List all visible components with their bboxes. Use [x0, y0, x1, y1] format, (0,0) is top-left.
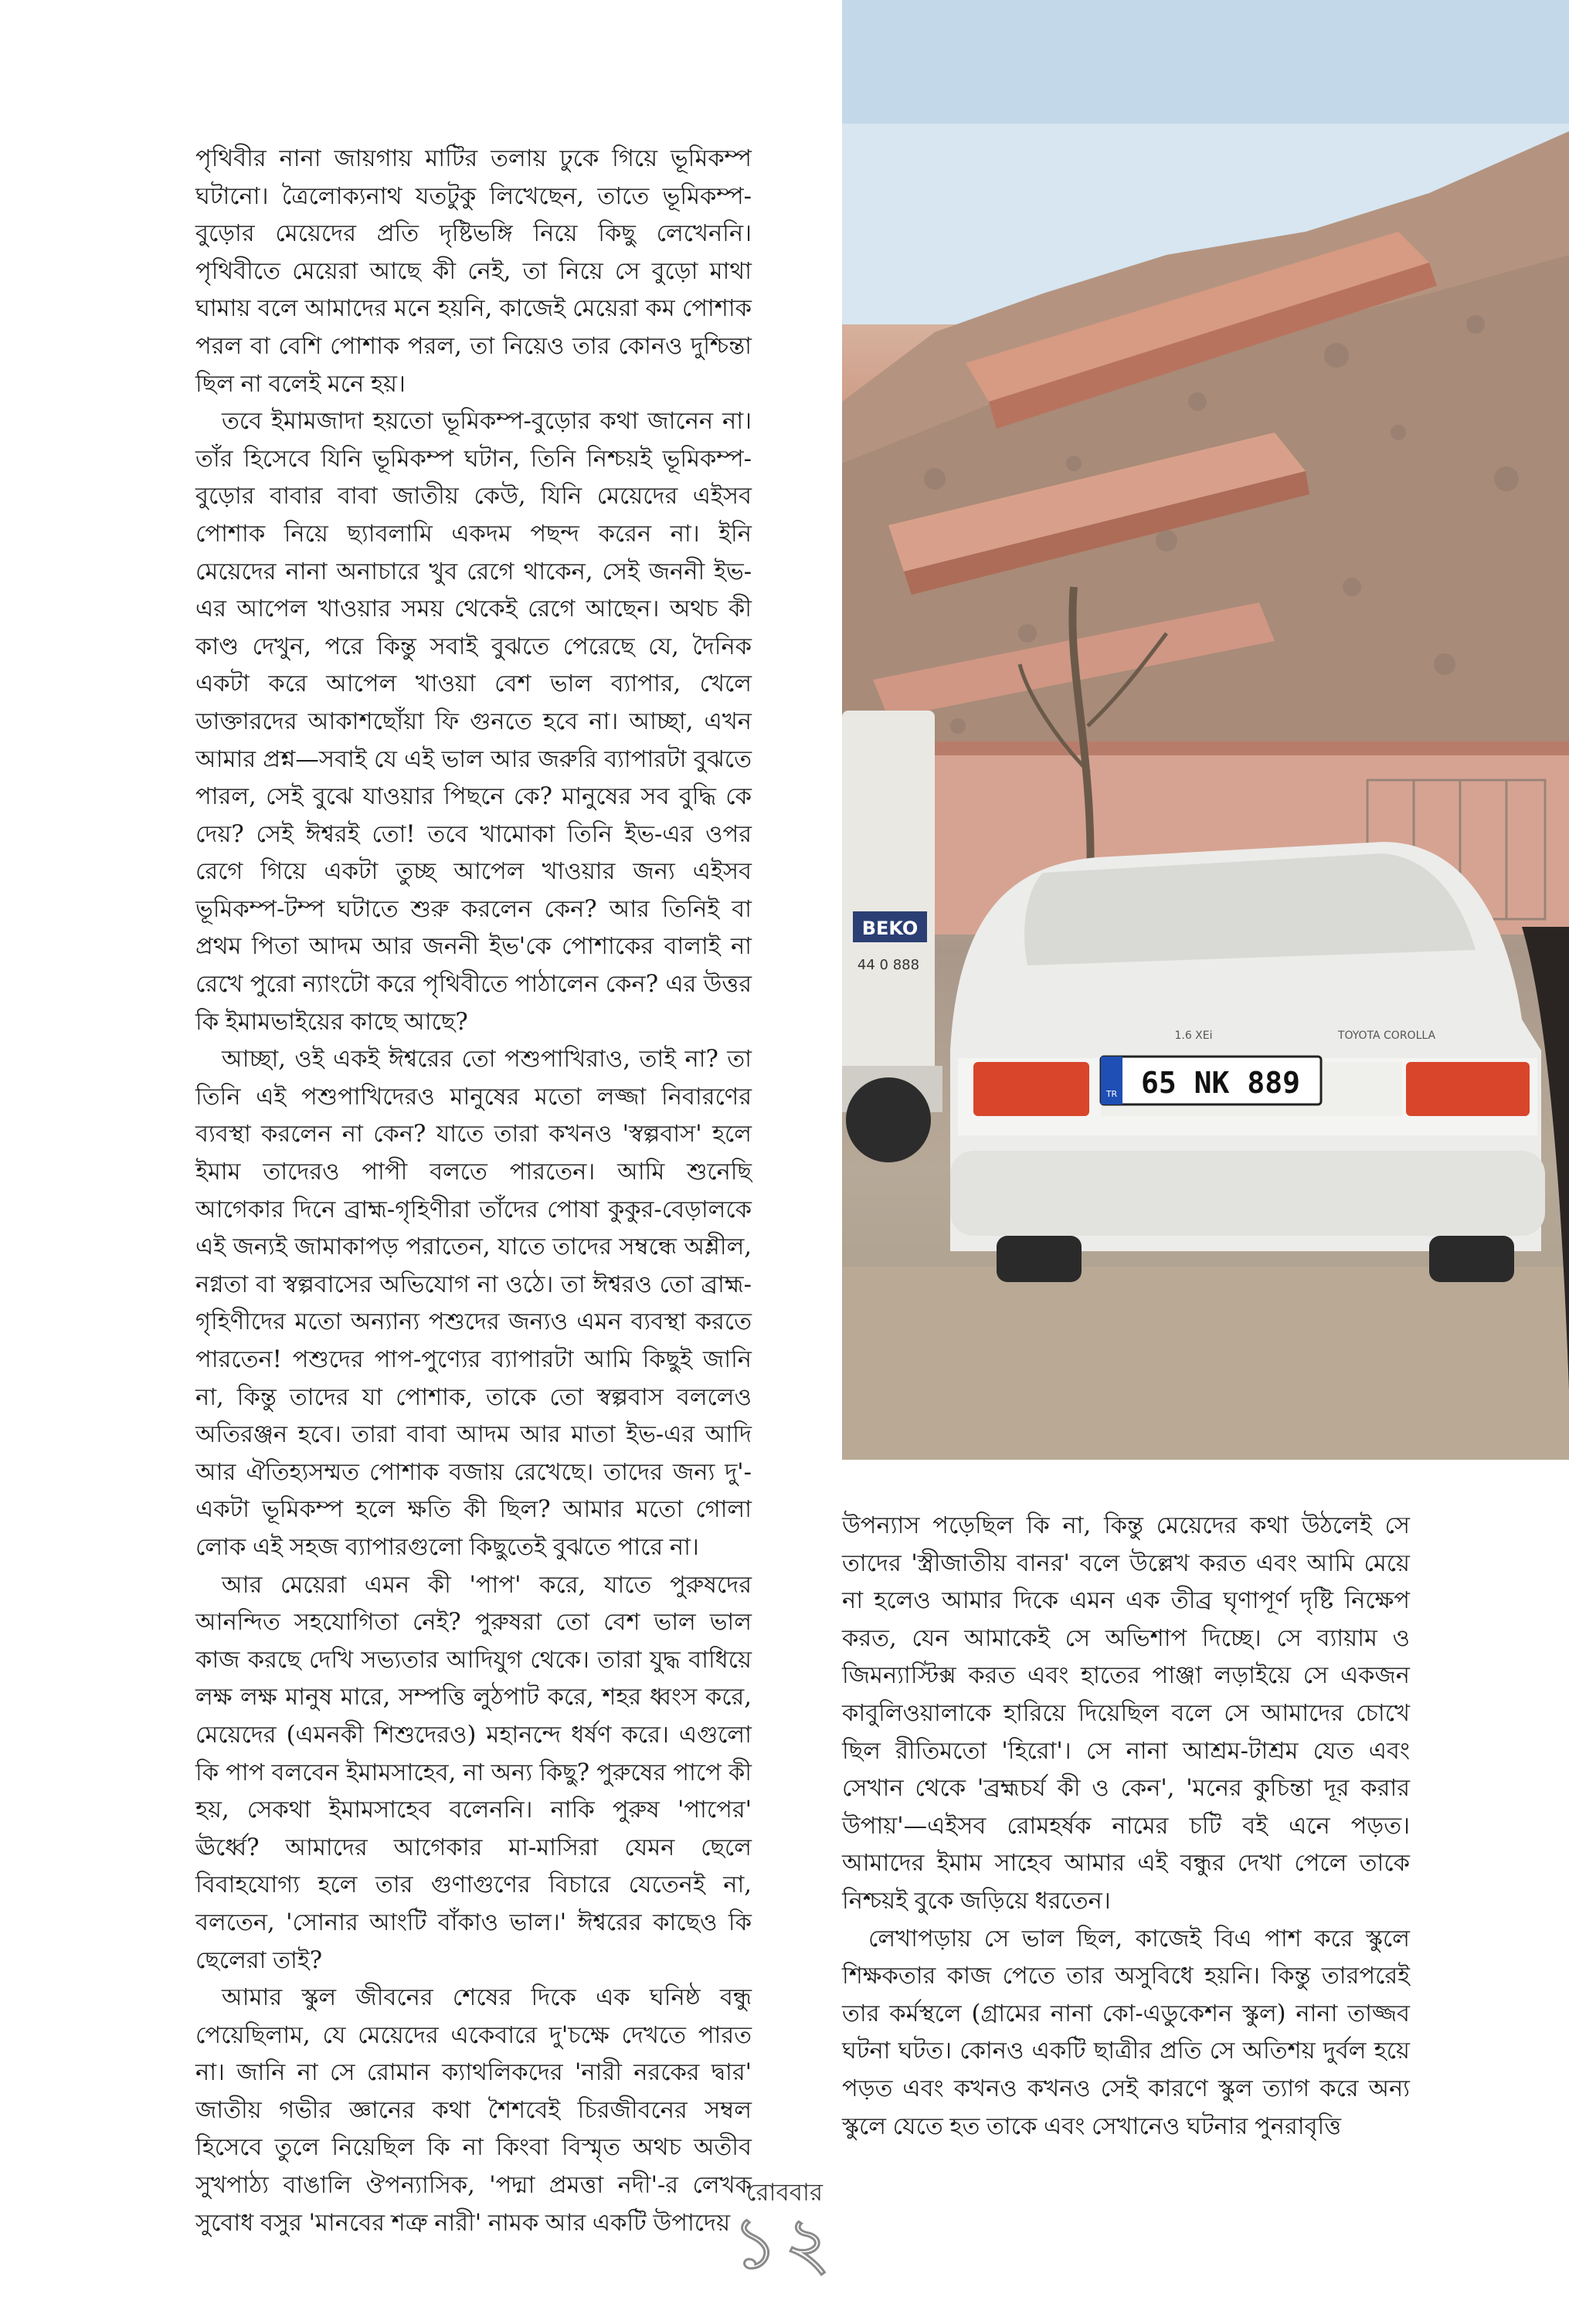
- paragraph: লেখাপড়ায় সে ভাল ছিল, কাজেই বিএ পাশ করে স্কুলে শিক্ষকতার কাজ পেতে তার অসুবিধে হয়নি। কিন্তু তারপরেই তার কর্মস্থলে (গ্রামের নানা কো-এডুকেশন স্কুল) নানা তাজ্জব ঘটনা ঘটত। কোনও একটি ছাত্রীর প্রতি সে অতিশয় দুর্বল হয়ে পড়ত এবং কখনও কখনও সেই কারণে স্কুল ত্যাগ করে অন্য স্কুলে যেতে হত তাকে এবং সেখানেও ঘটনার পুনরাবৃত্তি: [842, 1925, 1410, 2140]
- left-text-column: [195, 141, 752, 2242]
- magazine-name: রোববার: [745, 2179, 824, 2207]
- truck-brand: BEKO: [861, 918, 919, 939]
- car-badge: 1.6 XEi: [1174, 1030, 1213, 1042]
- license-plate: 65 NK 889: [1141, 1066, 1300, 1100]
- paragraph: আচ্ছা, ওই একই ঈশ্বরের তো পশুপাখিরাও, তাই না? তা তিনি এই পশুপাখিদেরও মানুষের মতো লজ্জা নিবারণের ব্যবস্থা করলেন না কেন? যাতে তারা কখনও 'স্বল্পবাস' হলে ইমাম তাদেরও পাপী বলতে পারতেন। আমি শুনেছি আগেকার দিনে ব্রাহ্ম-গৃহিণীরা তাঁদের পোষা কুকুর-বেড়ালকে এই জন্যই জামাকাপড় পরাতেন, যাতে তাদের সম্বন্ধে অশ্লীল, নগ্নতা বা স্বল্পবাসের অভিযোগ না ওঠে। তা ঈশ্বরও তো ব্রাহ্ম-গৃহিণীদের মতো অন্যান্য পশুদের জন্যও এমন ব্যবস্থা করতে পারতেন! পশুদের পাপ-পুণ্যের ব্যাপারটা আমি কিছুই জানি না, কিন্তু তাদের যা পোশাক, তাকে তো স্বল্পবাস বললেও অতিরঞ্জন হবে। তারা বাবা আদম আর মাতা ইভ-এর আদি আর ঐতিহ্যসম্মত পোশাক বজায় রেখেছে। তাদের জন্য দু'-একটা ভূমিকম্প হলে ক্ষতি কী ছিল? আমার মতো গোলা লোক এই সহজ ব্যাপারগুলো কিছুতেই বুঝতে পারে না।: [195, 1046, 752, 1561]
- paragraph: তবে ইমামজাদা হয়তো ভূমিকম্প-বুড়োর কথা জানেন না। তাঁর হিসেবে যিনি ভূমিকম্প ঘটান, তিনি নিশ্চয়ই ভূমিকম্প-বুড়োর বাবার বাবা জাতীয় কেউ, যিনি মেয়েদের এইসব পোশাক নিয়ে ছ্যাবলামি একদম পছন্দ করেন না। ইনি মেয়েদের নানা অনাচারে খুব রেগে থাকেন, সেই জননী ইভ-এর আপেল খাওয়ার সময় থেকেই রেগে আছেন। অথচ কী কাণ্ড দেখুন, পরে কিন্তু সবাই বুঝতে পেরেছে যে, দৈনিক একটা করে আপেল খাওয়া বেশ ভাল ব্যাপার, খেলে ডাক্তারদের আকাশছোঁয়া ফি গুনতে হবে না। আচ্ছা, এখন আমার প্রশ্ন—সবাই যে এই ভাল আর জরুরি ব্যাপারটা বুঝতে পারল, সেই বুঝে যাওয়ার পিছনে কে? মানুষের সব বুদ্ধি কে দেয়? সেই ঈশ্বরই তো! তবে খামোকা তিনি ইভ-এর ওপর রেগে গিয়ে একটা তুচ্ছ আপেল খাওয়ার জন্য এইসব ভূমিকম্প-টম্প ঘটাতে শুরু করলেন কেন? আর তিনিই বা প্রথম পিতা আদম আর জননী ইভ'কে পোশাকের বালাই না রেখে পুরো ন্যাংটো করে পৃথিবীতে পাঠালেন কেন? এর উত্তর কি ইমামভাইয়ের কাছে আছে?: [195, 408, 752, 1036]
- paragraph: আমার স্কুল জীবনের শেষের দিকে এক ঘনিষ্ঠ বন্ধু পেয়েছিলাম, যে মেয়েদের একেবারে দু'চক্ষে দেখতে পারত না। জানি না সে রোমান ক্যাথলিকদের 'নারী নরকের দ্বার' জাতীয় গভীর জ্ঞানের কথা শৈশবেই চিরজীবনের সম্বল হিসেবে তুলে নিয়েছিল কি না কিংবা বিস্মৃত অথচ অতীব সুখপাঠ্য বাঙালি ঔপন্যাসিক, 'পদ্মা প্রমত্তা নদী'-র লেখক সুবোধ বসুর 'মানবের শত্রু নারী' নামক আর একটি উপাদেয়: [195, 1984, 752, 2237]
- car-model: TOYOTA COROLLA: [1337, 1030, 1436, 1042]
- truck-number: 44 0 888: [857, 957, 920, 973]
- page-number: ১২: [732, 2202, 837, 2285]
- paragraph: আর মেয়েরা এমন কী 'পাপ' করে, যাতে পুরুষদের আনন্দিত সহযোগিতা নেই? পুরুষরা তো বেশ ভাল ভাল কাজ করছে দেখি সভ্যতার আদিযুগ থেকে। তারা যুদ্ধ বাধিয়ে লক্ষ লক্ষ মানুষ মারে, সম্পত্তি লুঠপাট করে, শহর ধ্বংস করে, মেয়েদের (এমনকী শিশুদেরও) মহানন্দে ধর্ষণ করে। এগুলো কি পাপ বলবেন ইমামসাহেব, না অন্য কিছু? পুরুষের পাপে কী হয়, সেকথা ইমামসাহেব বলেননি। নাকি পুরুষ 'পাপের' ঊর্ধ্বে? আমাদের আগেকার মা-মাসিরা যেমন ছেলে বিবাহযোগ্য হলে তার গুণাগুণের বিচারে যেতেনই না, বলতেন, 'সোনার আংটি বাঁকাও ভাল।' ঈশ্বরের কাছেও কি ছেলেরা তাই?: [195, 1571, 752, 1974]
- paragraph: পৃথিবীর নানা জায়গায় মাটির তলায় ঢুকে গিয়ে ভূমিকম্প ঘটানো। ত্রৈলোক্যনাথ যতটুকু লিখেছেন, তাতে ভূমিকম্প-বুড়োর মেয়েদের প্রতি দৃষ্টিভঙ্গি নিয়ে কিছু লেখেননি। পৃথিবীতে মেয়েরা আছে কী নেই, তা নিয়ে সে বুড়ো মাথা ঘামায় বলে আমাদের মনে হয়নি, কাজেই মেয়েরা কম পোশাক পরল বা বেশি পোশাক পরল, তা নিয়েও তার কোনও দুশ্চিন্তা ছিল না বলেই মনে হয়।: [195, 145, 752, 398]
- plate-country: TR: [1105, 1089, 1118, 1099]
- paragraph: উপন্যাস পড়েছিল কি না, কিন্তু মেয়েদের কথা উঠলেই সে তাদের 'স্ত্রীজাতীয় বানর' বলে উল্লেখ করত এবং আমি মেয়ে না হলেও আমার দিকে এমন এক তীব্র ঘৃণাপূর্ণ দৃষ্টি নিক্ষেপ করত, যেন আমাকেই সে অভিশাপ দিচ্ছে। সে ব্যায়াম ও জিমন্যাস্টিক্স করত এবং হাতের পাঞ্জা লড়াইয়ে সে একজন কাবুলিওয়ালাকে হারিয়ে দিয়েছিল বলে সে আমাদের চোখে ছিল রীতিমতো 'হিরো'। সে নানা আশ্রম-টাশ্রম যেত এবং সেখান থেকে 'ব্রহ্মচর্য কী ও কেন', 'মনের কুচিন্তা দূর করার উপায়'—এইসব রোমহর্ষক নামের চটি বই এনে পড়ত। আমাদের ইমাম সাহেব আমার এই বন্ধুর দেখা পেলে তাকে নিশ্চয়ই বুকে জড়িয়ে ধরতেন।: [842, 1512, 1410, 1915]
- right-text-column: [842, 1508, 1410, 2146]
- earthquake-photo: [842, 0, 1569, 1460]
